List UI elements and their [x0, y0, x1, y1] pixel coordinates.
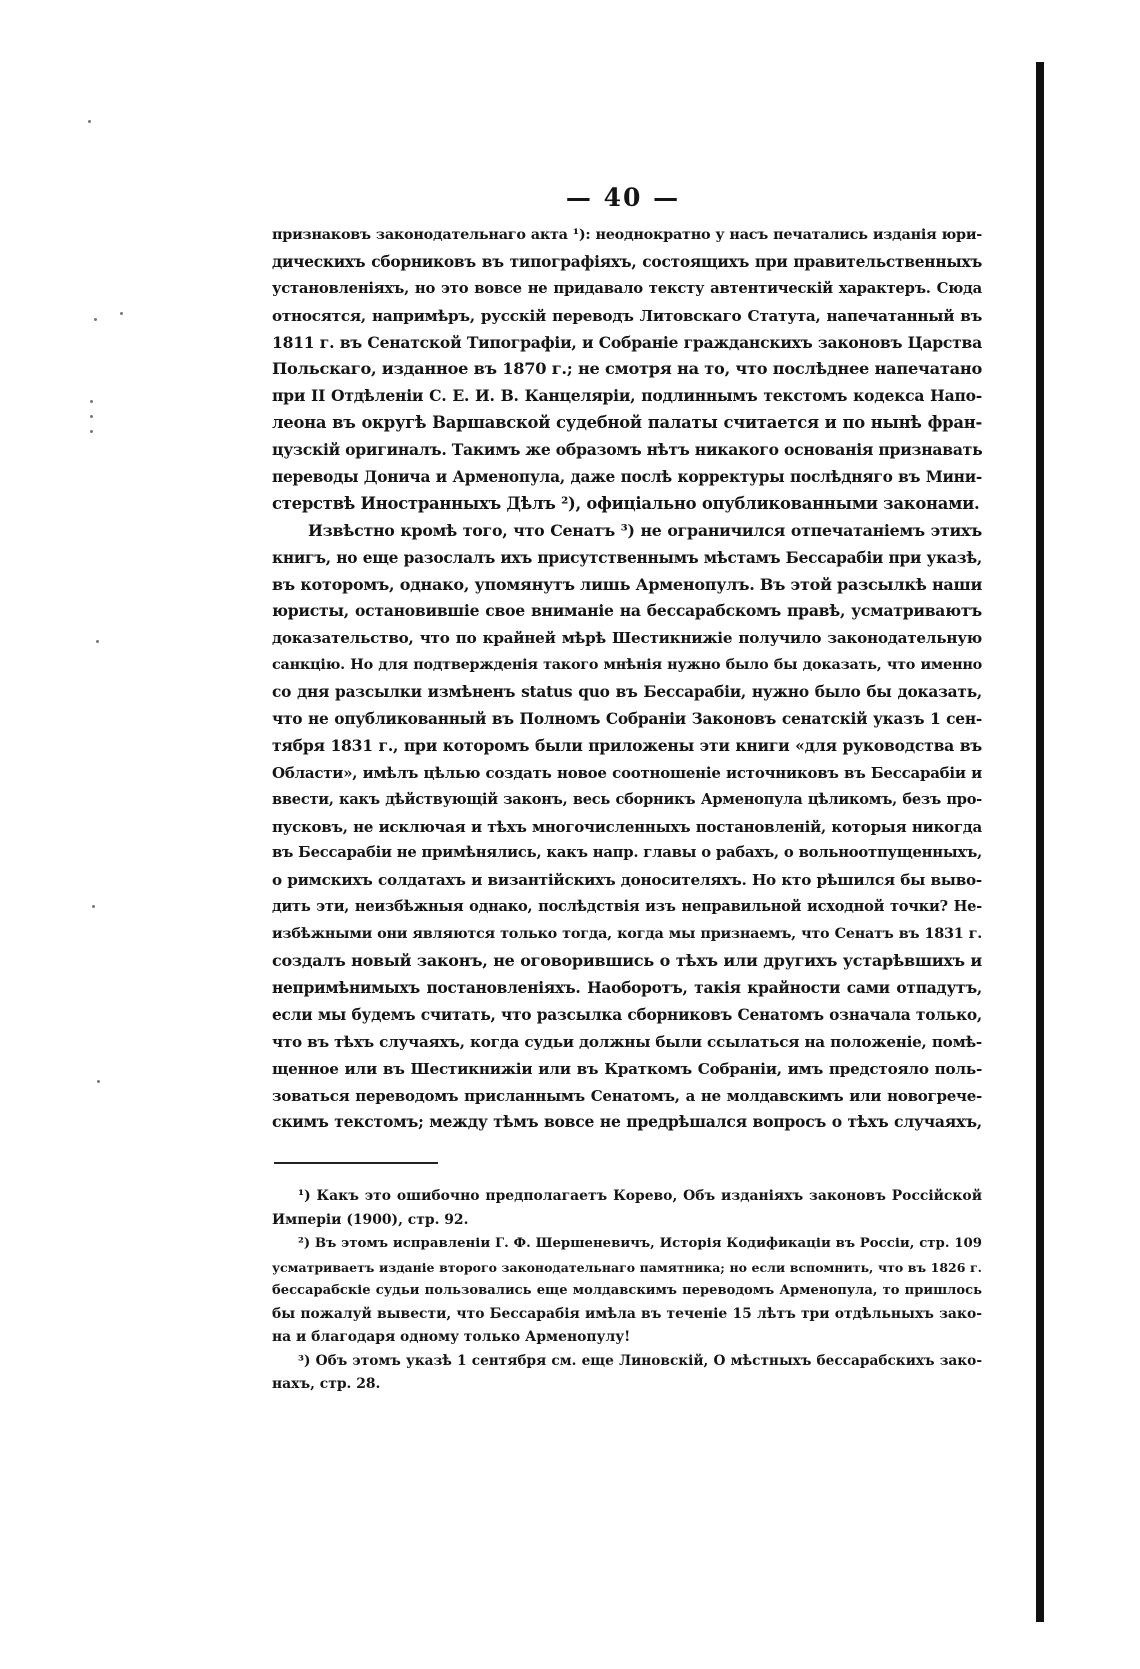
scan-speck [90, 430, 93, 433]
scan-speck [90, 400, 93, 403]
body-line: зоваться переводомъ присланнымъ Сенатомъ, а не молдавскимъ или новогрече- [272, 1086, 982, 1105]
body-line: ввести, какъ дѣйствующій законъ, весь сборникъ Арменопула цѣликомъ, безъ про- [272, 790, 982, 808]
footnote-1: ¹) Какъ это ошибочно предполагаетъ Корево, Объ изданіяхъ законовъ Россійской [298, 1188, 982, 1204]
body-line: санкцію. Но для подтвержденія такого мнѣнія нужно было бы доказать, что именно [272, 656, 982, 674]
footnote-line: на и благодаря одному только Арменопулу! [272, 1329, 631, 1345]
body-line: установленіяхъ, но это вовсе не придавало тексту автентическій характеръ. Сюда [272, 279, 982, 297]
page-edge-shadow [1036, 62, 1044, 1622]
body-line: стерствѣ Иностранныхъ Дѣлъ ²), офиціально опубликованными законами. [272, 493, 980, 513]
body-line: что въ тѣхъ случаяхъ, когда судьи должны были ссылаться на положеніе, помѣ- [272, 1032, 982, 1051]
footnote-2: ²) Въ этомъ исправленіи Г. Ф. Шершеневичъ, Исторія Кодификаціи въ Россіи, стр. 109 [298, 1236, 982, 1251]
body-line: непримѣнимыхъ постановленіяхъ. Наоборотъ, такія крайности сами отпадутъ, [272, 978, 982, 997]
body-line: Польскаго, изданное въ 1870 г.; не смотря на то, что послѣднее напечатано [272, 359, 982, 379]
body-line: въ Бессарабіи не примѣнялись, какъ напр. главы о рабахъ, о вольноотпущенныхъ, [272, 844, 982, 862]
body-line: цузскій оригиналъ. Такимъ же образомъ нѣтъ никакого основанія признавать [272, 440, 983, 460]
body-line: юристы, остановившіе свое вниманіе на бессарабскомъ правѣ, усматриваютъ [272, 601, 982, 621]
body-line: дическихъ сборниковъ въ типографіяхъ, состоящихъ при правительственныхъ [272, 252, 982, 271]
body-line: тября 1831 г., при которомъ были приложены эти книги «для руководства въ [272, 735, 982, 755]
body-line: со дня разсылки измѣненъ status quo въ Бессарабіи, нужно было бы доказать, [272, 683, 982, 702]
body-line: щенное или въ Шестикнижіи или въ Краткомъ Собраніи, имъ предстояло поль- [272, 1059, 982, 1078]
body-line: что не опубликованный въ Полномъ Собраніи Законовъ сенатскій указъ 1 сен- [272, 710, 982, 729]
body-line: относятся, напримѣръ, русскій переводъ Литовскаго Статута, напечатанный въ [272, 306, 982, 325]
body-line: въ которомъ, однако, упомянутъ лишь Арменопулъ. Въ этой разсылкѣ наши [272, 574, 983, 594]
body-line: при II Отдѣленіи С. Е. И. В. Канцеляріи, подлиннымъ текстомъ кодекса Напо- [272, 386, 982, 406]
body-line: переводы Донича и Арменопула, даже послѣ корректуры послѣдняго въ Мини- [272, 468, 982, 487]
body-line: 1811 г. въ Сенатской Типографіи, и Собраніе гражданскихъ законовъ Царства [272, 332, 982, 352]
scan-speck [92, 905, 95, 908]
body-line: признаковъ законодательнаго акта ¹): неоднократно у насъ печатались изданія юри- [272, 226, 982, 243]
page-number: — 40 — [565, 183, 681, 212]
body-line: создалъ новый законъ, не оговорившись о тѣхъ или другихъ устарѣвшихъ и [272, 951, 982, 971]
footnote-line: Имперіи (1900), стр. 92. [272, 1211, 469, 1228]
body-line: избѣжными они являются только тогда, когда мы признаемъ, что Сенатъ въ 1831 г. [272, 925, 982, 943]
scan-speck [88, 120, 91, 123]
body-line: если мы будемъ считать, что разсылка сборниковъ Сенатомъ означала только, [272, 1005, 982, 1024]
paragraph-first-line: Извѣстно кромѣ того, что Сенатъ ³) не ограничился отпечатаніемъ этихъ [308, 520, 982, 540]
footnotes [272, 1185, 982, 1397]
body-line: доказательство, что по крайней мѣрѣ Шестикнижіе получило законодательную [272, 629, 982, 648]
body-line: Области», имѣлъ цѣлью создать новое соотношеніе источниковъ въ Бессарабіи и [272, 763, 982, 782]
body-line: леона въ округѣ Варшавской судебной палаты считается и по нынѣ фран- [272, 413, 982, 433]
body-line: пусковъ, не исключая и тѣхъ многочисленныхъ постановленій, которыя никогда [272, 817, 982, 836]
scan-speck [96, 640, 99, 643]
scan-speck [94, 318, 97, 321]
footnote-separator [274, 1162, 438, 1164]
footnote-3: ³) Объ этомъ указѣ 1 сентября см. еще Линовскій, О мѣстныхъ бессарабскихъ зако- [298, 1352, 982, 1369]
body-text [272, 222, 982, 1136]
footnote-line: усматриваетъ изданіе второго законодательнаго памятника; но если вспомнить, что въ 1826 г. [272, 1259, 982, 1275]
scan-speck [90, 415, 93, 418]
footnote-line: бессарабскіе судьи пользовались еще молдавскимъ переводомъ Арменопула, то пришлось [272, 1283, 982, 1298]
scan-speck [120, 312, 123, 315]
body-line: скимъ текстомъ; между тѣмъ вовсе не предрѣшался вопросъ о тѣхъ случаяхъ, [272, 1112, 982, 1132]
body-line: дить эти, неизбѣжныя однако, послѣдствія изъ неправильной исходной точки? Не- [272, 898, 982, 916]
scan-speck [97, 1080, 100, 1083]
footnote-line: бы пожалуй вывести, что Бессарабія имѣла въ теченіе 15 лѣтъ три отдѣльныхъ зако- [272, 1305, 982, 1322]
body-line: о римскихъ солдатахъ и византійскихъ доносителяхъ. Но кто рѣшился бы выво- [272, 871, 982, 890]
footnote-line: нахъ, стр. 28. [272, 1376, 381, 1392]
body-line: книгъ, но еще разослалъ ихъ присутственнымъ мѣстамъ Бессарабіи при указѣ, [272, 548, 982, 567]
